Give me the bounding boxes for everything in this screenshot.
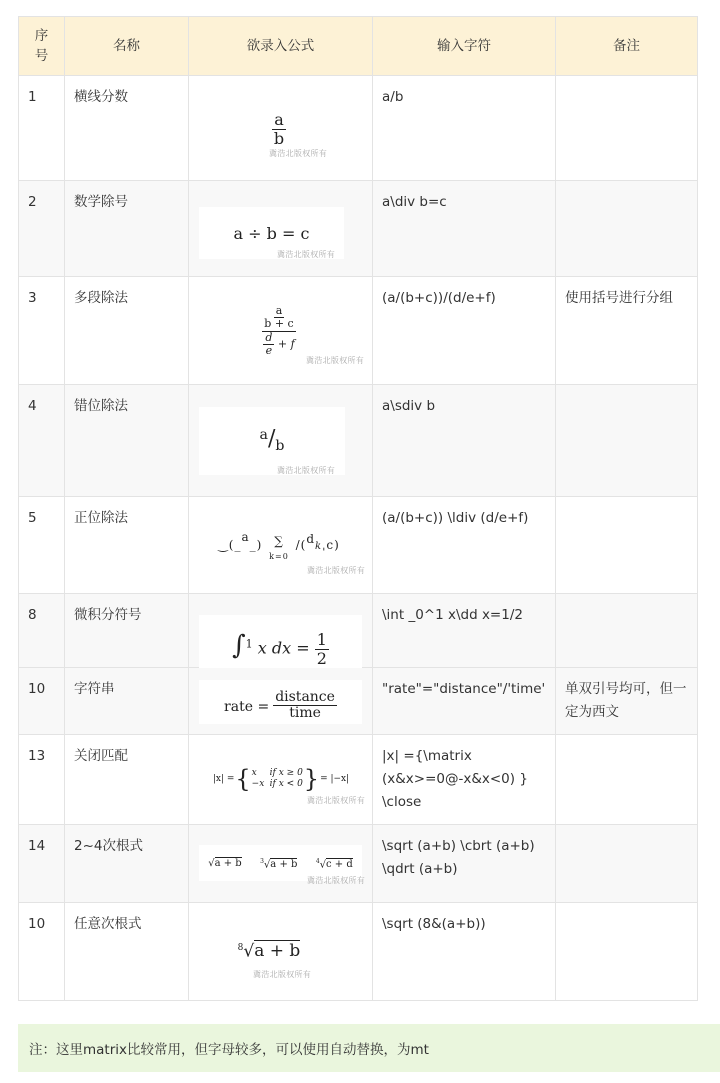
sum-index: k=0 — [269, 551, 289, 561]
formula-fragment: _) — [249, 537, 263, 552]
row-note — [556, 76, 698, 181]
row-name: 错位除法 — [65, 385, 189, 497]
formula-cell — [189, 181, 373, 277]
skewed-fraction — [260, 424, 285, 458]
row-name: 微积分符号 — [65, 594, 189, 668]
table-row — [19, 735, 698, 825]
table-row — [19, 594, 698, 668]
fourth-root: $^4$√c + d — [315, 857, 353, 871]
row-name: 字符串 — [65, 668, 189, 735]
table-row — [19, 181, 698, 277]
formula-fragment: /( — [295, 537, 307, 552]
skewed-denominator: b — [275, 438, 285, 455]
formula-image — [229, 933, 309, 967]
inner-numerator-d: d — [265, 330, 273, 344]
watermark: 冀浩北版权所有 — [253, 970, 312, 979]
formula-rhs: = |−x| — [320, 773, 350, 784]
formula-lhs: |x| = — [212, 773, 235, 784]
sum-glyph: ∑ — [274, 533, 284, 548]
row-no: 4 — [19, 385, 65, 497]
header-note: 备注 — [556, 17, 698, 76]
formula-d: d — [306, 531, 316, 546]
integral-formula — [232, 631, 329, 667]
row-note — [556, 497, 698, 594]
row-input: a\div b=c — [373, 181, 556, 277]
skewed-numerator: a — [259, 426, 268, 443]
sum-operator — [269, 530, 289, 561]
header-input: 输入字符 — [373, 17, 556, 76]
row-no: 14 — [19, 825, 65, 903]
table-row — [19, 277, 698, 385]
table-row — [19, 385, 698, 497]
table-row — [19, 903, 698, 1001]
row-no: 5 — [19, 497, 65, 594]
row-note: 使用括号进行分组 — [556, 277, 698, 385]
row-name: 横线分数 — [65, 76, 189, 181]
header-name: 名称 — [65, 17, 189, 76]
case-condition: if x < 0 — [269, 779, 303, 789]
formula-cell — [189, 668, 373, 735]
nth-root: $^8$√a + b — [237, 941, 301, 962]
footnote-text: 注：这里matrix比较常用，但字母较多，可以使用自动替换，为mt — [29, 1042, 429, 1058]
formula-a: a — [241, 529, 250, 544]
slash: / — [267, 426, 276, 452]
table-row — [19, 76, 698, 181]
inner-denominator: b + c — [264, 317, 294, 331]
row-note — [556, 903, 698, 1001]
fraction-numerator: a — [275, 304, 283, 318]
radicand: c + d — [326, 859, 353, 871]
watermark: 冀浩北版权所有 — [307, 876, 366, 885]
formula-fragment: ‿(_ — [218, 537, 242, 552]
formula-cell — [189, 825, 373, 903]
formula-cell — [189, 903, 373, 1001]
root-index: 8 — [237, 942, 244, 953]
case-matrix — [252, 768, 303, 790]
case-value: x — [251, 768, 257, 778]
row-name: 数学除号 — [65, 181, 189, 277]
fraction-denominator: time — [289, 705, 321, 722]
formula-cell — [189, 76, 373, 181]
fraction-numerator: a — [274, 109, 284, 129]
watermark: 冀浩北版权所有 — [307, 796, 366, 805]
row-input: (a/(b+c)) \ldiv (d/e+f) — [373, 497, 556, 594]
row-no: 2 — [19, 181, 65, 277]
formula-k: k — [315, 540, 323, 552]
watermark: 冀浩北版权所有 — [307, 566, 366, 575]
table-row — [19, 668, 698, 735]
formula-cell — [189, 594, 373, 668]
header-no: 序号 — [19, 17, 65, 76]
formula-cell — [189, 497, 373, 594]
formula-text: a ÷ b = c — [233, 223, 310, 243]
case-row-1 — [252, 768, 303, 779]
row-input: \int _0^1 x\dd x=1/2 — [373, 594, 556, 668]
row-no: 3 — [19, 277, 65, 385]
formula-lhs: rate = — [224, 699, 270, 715]
row-name: 多段除法 — [65, 277, 189, 385]
formula-fragment: ˌ — [322, 537, 327, 552]
row-no: 8 — [19, 594, 65, 668]
case-condition: if x ≥ 0 — [269, 768, 303, 778]
row-input: \sqrt (8&(a+b)) — [373, 903, 556, 1001]
row-no: 13 — [19, 735, 65, 825]
row-no: 10 — [19, 668, 65, 735]
row-input: a/b — [373, 76, 556, 181]
right-brace: } — [303, 765, 320, 793]
formula-image — [249, 299, 309, 363]
row-input: (a/(b+c))/(d/e+f) — [373, 277, 556, 385]
square-root: √a + b — [208, 857, 242, 869]
formula-cell — [189, 385, 373, 497]
row-input: |x| ={\matrix (x&x>=0@-x&x<0) } \close — [373, 735, 556, 825]
integral-upper: 1 — [245, 637, 253, 651]
row-note — [556, 735, 698, 825]
formula-image — [199, 680, 362, 724]
footnote-box — [18, 1024, 720, 1072]
row-no: 10 — [19, 903, 65, 1001]
fraction-numerator: 1 — [316, 630, 327, 649]
watermark: 冀浩北版权所有 — [269, 149, 328, 158]
row-note — [556, 385, 698, 497]
root-index: 4 — [315, 857, 320, 865]
watermark: 冀浩北版权所有 — [306, 356, 365, 365]
row-name: 2~4次根式 — [65, 825, 189, 903]
integral-sign: ∫ — [232, 630, 246, 661]
table-row — [19, 825, 698, 903]
cube-root: $^3$√a + b — [260, 857, 298, 871]
fraction-denominator: b — [273, 128, 285, 148]
row-no: 1 — [19, 76, 65, 181]
header-formula: 欲录入公式 — [189, 17, 373, 76]
table-row — [19, 497, 698, 594]
fraction-denominator — [259, 318, 298, 356]
formula-c: c — [326, 537, 335, 552]
root-index: 3 — [260, 857, 264, 865]
radicand: a + b — [270, 859, 298, 871]
radicand: a + b — [254, 941, 301, 962]
row-input: \sqrt (a+b) \cbrt (a+b) \qdrt (a+b) — [373, 825, 556, 903]
inner-denominator-e: e — [265, 343, 273, 357]
lower-part — [261, 332, 296, 357]
integral-body: x dx = — [257, 638, 310, 658]
radicand: a + b — [214, 857, 242, 869]
formula-cell — [189, 735, 373, 825]
formula-fragment: ) — [334, 537, 340, 552]
watermark: 冀浩北版权所有 — [277, 250, 336, 259]
row-input: "rate"="distance"/'time' — [373, 668, 556, 735]
fraction-denominator: 2 — [316, 648, 327, 668]
formula-image — [199, 615, 362, 668]
fraction-numerator: distance — [275, 689, 335, 705]
formula-cell — [189, 277, 373, 385]
row-note — [556, 825, 698, 903]
formula-tail: + f — [277, 337, 295, 351]
case-row-2 — [252, 779, 303, 790]
broken-formula — [218, 530, 340, 561]
row-note — [556, 594, 698, 668]
row-name: 关闭匹配 — [65, 735, 189, 825]
formula-table — [18, 16, 698, 1001]
case-value: −x — [251, 779, 265, 789]
row-name: 任意次根式 — [65, 903, 189, 1001]
row-input: a\sdiv b — [373, 385, 556, 497]
row-name: 正位除法 — [65, 497, 189, 594]
left-brace: { — [235, 765, 251, 793]
table-header-row — [19, 17, 698, 76]
row-note: 单双引号均可，但一定为西文 — [556, 668, 698, 735]
row-note — [556, 181, 698, 277]
watermark: 冀浩北版权所有 — [277, 466, 336, 475]
